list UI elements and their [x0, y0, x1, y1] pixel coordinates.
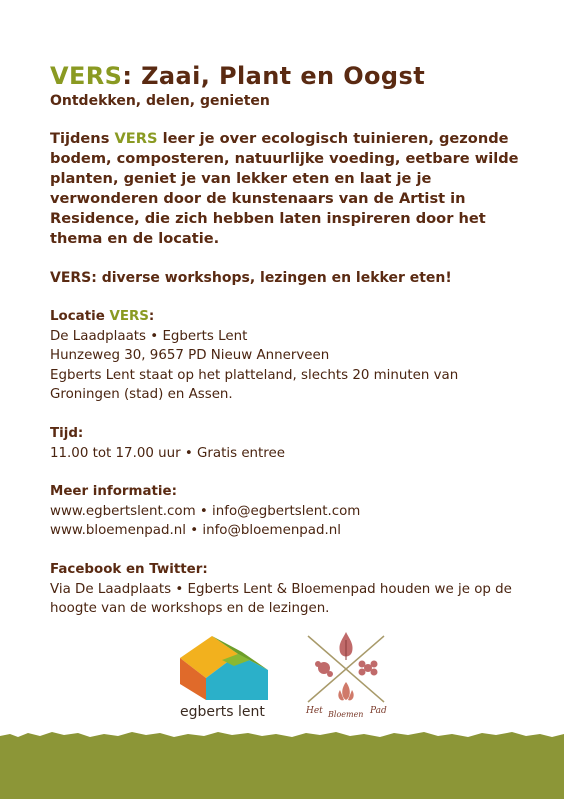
flyer-content	[50, 62, 520, 619]
location-heading-brand: VERS	[109, 309, 149, 324]
time-section	[50, 424, 520, 463]
location-section	[50, 307, 520, 405]
page-title	[50, 62, 520, 90]
title-rest: : Zaai, Plant en Oogst	[122, 62, 426, 90]
intro-after: leer je over ecologisch tuinieren, gezonde bodem, composteren, natuurlijke voeding, eetbare wilde planten, geniet je van lekker eten en laat je je verwonderen door de kunstenaars van de Artist in Residence, die zich hebben laten inspireren door het thema en de locatie.	[50, 130, 519, 247]
house-icon	[176, 630, 272, 702]
location-heading-suffix: :	[148, 309, 155, 324]
info-egbertslent: www.egbertslent.com • info@egbertslent.com	[50, 503, 361, 519]
location-heading-prefix: Locatie	[50, 309, 110, 324]
time-heading: Tijd:	[50, 425, 84, 441]
location-heading	[50, 307, 520, 327]
grass-edge-shape	[0, 729, 564, 741]
bloemenpad-logo	[304, 630, 388, 726]
bloemenpad-word-pad: Pad	[370, 706, 387, 716]
grass-footer	[0, 738, 564, 799]
social-heading: Facebook en Twitter:	[50, 561, 208, 577]
location-address: Hunzeweg 30, 9657 PD Nieuw Annerveen	[50, 348, 330, 364]
intro-before: Tijdens	[50, 130, 115, 147]
bloemenpad-word-het: Het	[306, 706, 323, 716]
location-venue: De Laadplaats • Egberts Lent	[50, 328, 248, 344]
info-bloemenpad: www.bloemenpad.nl • info@bloemenpad.nl	[50, 523, 341, 539]
page-subtitle: Ontdekken, delen, genieten	[50, 93, 270, 109]
egberts-lent-label: egberts lent	[180, 704, 265, 720]
flower-cross-icon	[304, 630, 388, 706]
info-section	[50, 482, 520, 541]
intro-paragraph	[50, 129, 520, 249]
title-brand: VERS	[50, 62, 123, 90]
bloemenpad-word-bloemen: Bloemen	[328, 710, 364, 719]
time-value: 11.00 tot 17.00 uur • Gratis entree	[50, 445, 285, 461]
tagline: VERS: diverse workshops, lezingen en lekker eten!	[50, 270, 452, 286]
social-section	[50, 560, 520, 619]
location-directions: Egberts Lent staat op het platteland, slechts 20 minuten van Groningen (stad) en Assen.	[50, 367, 459, 403]
egberts-lent-logo	[176, 630, 272, 726]
intro-brand: VERS	[114, 130, 158, 147]
partner-logos	[176, 630, 396, 730]
info-heading: Meer informatie:	[50, 484, 177, 500]
social-text: Via De Laadplaats • Egberts Lent & Bloemenpad houden we je op de hoogte van de workshops en de lezingen.	[50, 581, 512, 617]
